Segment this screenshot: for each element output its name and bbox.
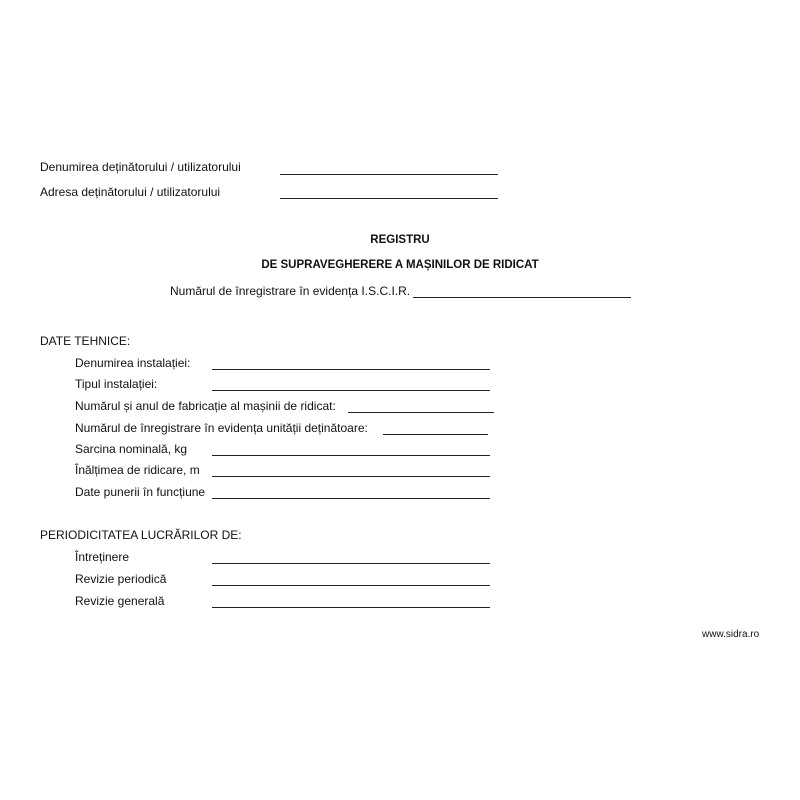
installation-type-field[interactable]: [212, 390, 490, 391]
manufacture-number-year-field[interactable]: [348, 412, 494, 413]
nominal-load-label: Sarcina nominală, kg: [75, 442, 188, 456]
register-title: REGISTRU: [370, 234, 430, 246]
commissioning-date-field[interactable]: [212, 498, 490, 499]
register-subtitle: DE SUPRAVEGHERERE A MAȘINILOR DE RIDICAT: [261, 259, 539, 271]
installation-name-field[interactable]: [212, 369, 490, 370]
periodic-revision-label: Revizie periodică: [75, 572, 167, 586]
maintenance-label: Întreținere: [75, 550, 130, 564]
unit-registration-field[interactable]: [383, 434, 488, 435]
lifting-height-label: Înălțimea de ridicare, m: [75, 463, 200, 477]
periodic-revision-field[interactable]: [212, 585, 490, 586]
manufacture-number-year-label: Numărul și anul de fabricație al mașinii de ridicat:: [75, 399, 336, 413]
owner-name-field[interactable]: [280, 174, 498, 175]
nominal-load-field[interactable]: [212, 455, 490, 456]
installation-name-label: Denumirea instalației:: [75, 356, 191, 370]
commissioning-date-label: Date punerii în funcțiune: [75, 485, 206, 499]
iscir-registration-field[interactable]: [413, 297, 631, 298]
owner-address-field[interactable]: [280, 198, 498, 199]
unit-registration-label: Numărul de înregistrare în evidența unității deținătoare:: [75, 421, 368, 435]
general-revision-label: Revizie generală: [75, 594, 165, 608]
installation-type-label: Tipul instalației:: [75, 377, 158, 391]
technical-data-heading: DATE TEHNICE:: [40, 334, 131, 348]
periodicity-heading: PERIODICITATEA LUCRĂRILOR DE:: [40, 528, 242, 542]
owner-name-label: Denumirea deținătorului / utilizatorului: [40, 160, 241, 174]
owner-address-label: Adresa deținătorului / utilizatorului: [40, 185, 221, 199]
lifting-height-field[interactable]: [212, 476, 490, 477]
website-link[interactable]: www.sidra.ro: [702, 629, 760, 640]
iscir-registration-label: Numărul de înregistrare în evidența I.S.C.I.R.: [170, 284, 411, 298]
general-revision-field[interactable]: [212, 607, 490, 608]
maintenance-field[interactable]: [212, 563, 490, 564]
